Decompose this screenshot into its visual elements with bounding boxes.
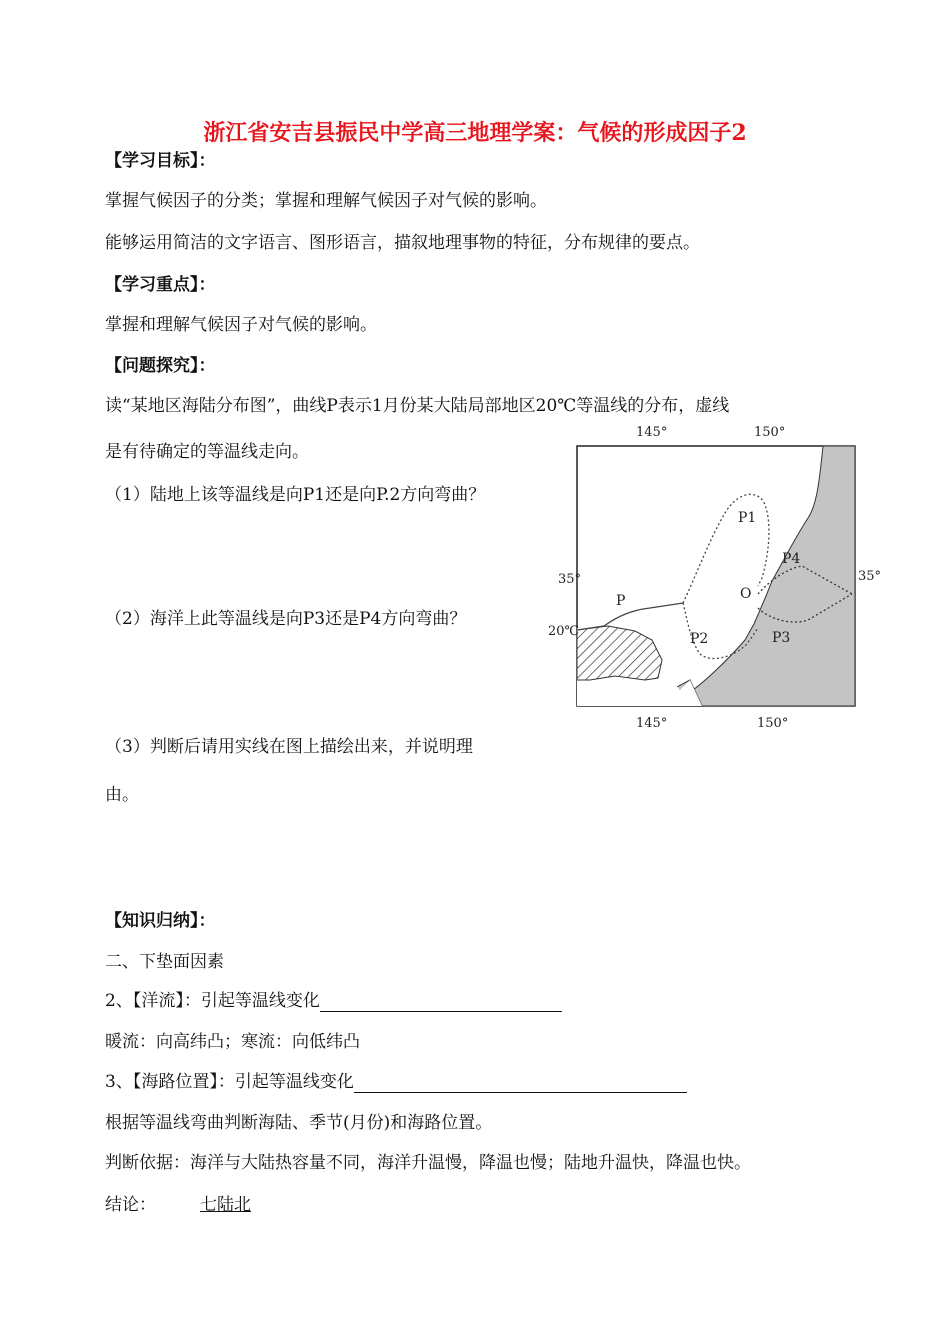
question-2: （2）海洋上此等温线是向P3还是P4方向弯曲？ — [105, 609, 467, 629]
lon-bottom-left: 145° — [636, 716, 668, 731]
page-title: 浙江省安吉县振民中学高三地理学案：气候的形成因子2 — [203, 120, 747, 146]
label-p3: P3 — [772, 630, 791, 646]
label-o: O — [740, 586, 752, 602]
isotherm-20c-label: 20℃ — [548, 624, 580, 639]
focus-heading: 【学习重点】： — [105, 275, 216, 295]
lon-top-left: 145° — [636, 425, 668, 440]
lon-top-right: 150° — [754, 425, 786, 440]
focus-line-1: 掌握和理解气候因子对气候的影响。 — [105, 315, 377, 335]
objective-line-1: 掌握气候因子的分类；掌握和理解气候因子对气候的影响。 — [105, 191, 547, 211]
summary-item-3-text: 3、【海路位置】：引起等温线变化 — [105, 1072, 354, 1092]
inquiry-heading: 【问题探究】： — [105, 356, 216, 376]
label-p: P — [616, 593, 626, 609]
objective-line-2: 能够运用简洁的文字语言、图形语言，描叙地理事物的特征，分布规律的要点。 — [105, 233, 700, 253]
question-3-line-2: 由。 — [105, 785, 139, 805]
question-1: （1）陆地上该等温线是向P1还是向P.2方向弯曲？ — [105, 485, 486, 505]
question-3-line-1: （3）判断后请用实线在图上描绘出来，并说明理 — [105, 737, 473, 757]
inquiry-line-2: 是有待确定的等温线走向。 — [105, 442, 309, 462]
summary-heading: 【知识归纳】： — [105, 911, 216, 931]
objectives-heading: 【学习目标】： — [105, 151, 216, 171]
label-p2: P2 — [690, 631, 709, 647]
lon-bottom-right: 150° — [757, 716, 789, 731]
summary-item-2-text: 2、【洋流】：引起等温线变化 — [105, 991, 320, 1011]
inquiry-line-1: 读“某地区海陆分布图”，曲线P表示1月份某大陆局部地区20℃等温线的分布，虚线 — [105, 396, 730, 416]
lat-right: 35° — [858, 569, 882, 584]
summary-section: 二、下垫面因素 — [105, 952, 224, 972]
item-3-blank[interactable] — [354, 1074, 687, 1093]
summary-conclusion-label: 结论： — [105, 1195, 156, 1215]
summary-judge: 根据等温线弯曲判断海陆、季节(月份)和海路位置。 — [105, 1113, 493, 1133]
summary-item-2-note: 暖流：向高纬凸；寒流：向低纬凸 — [105, 1032, 360, 1052]
summary-item-3 — [105, 1071, 687, 1093]
summary-conclusion-value: 七陆北 — [200, 1195, 251, 1215]
item-2-blank[interactable] — [320, 993, 562, 1012]
summary-basis: 判断依据：海洋与大陆热容量不同，海洋升温慢，降温也慢；陆地升温快，降温也快。 — [105, 1153, 751, 1173]
lat-left: 35° — [558, 572, 582, 587]
label-p1: P1 — [738, 510, 757, 526]
sea-land-map — [540, 418, 885, 743]
summary-item-2 — [105, 990, 562, 1012]
label-p4: P4 — [782, 551, 801, 567]
